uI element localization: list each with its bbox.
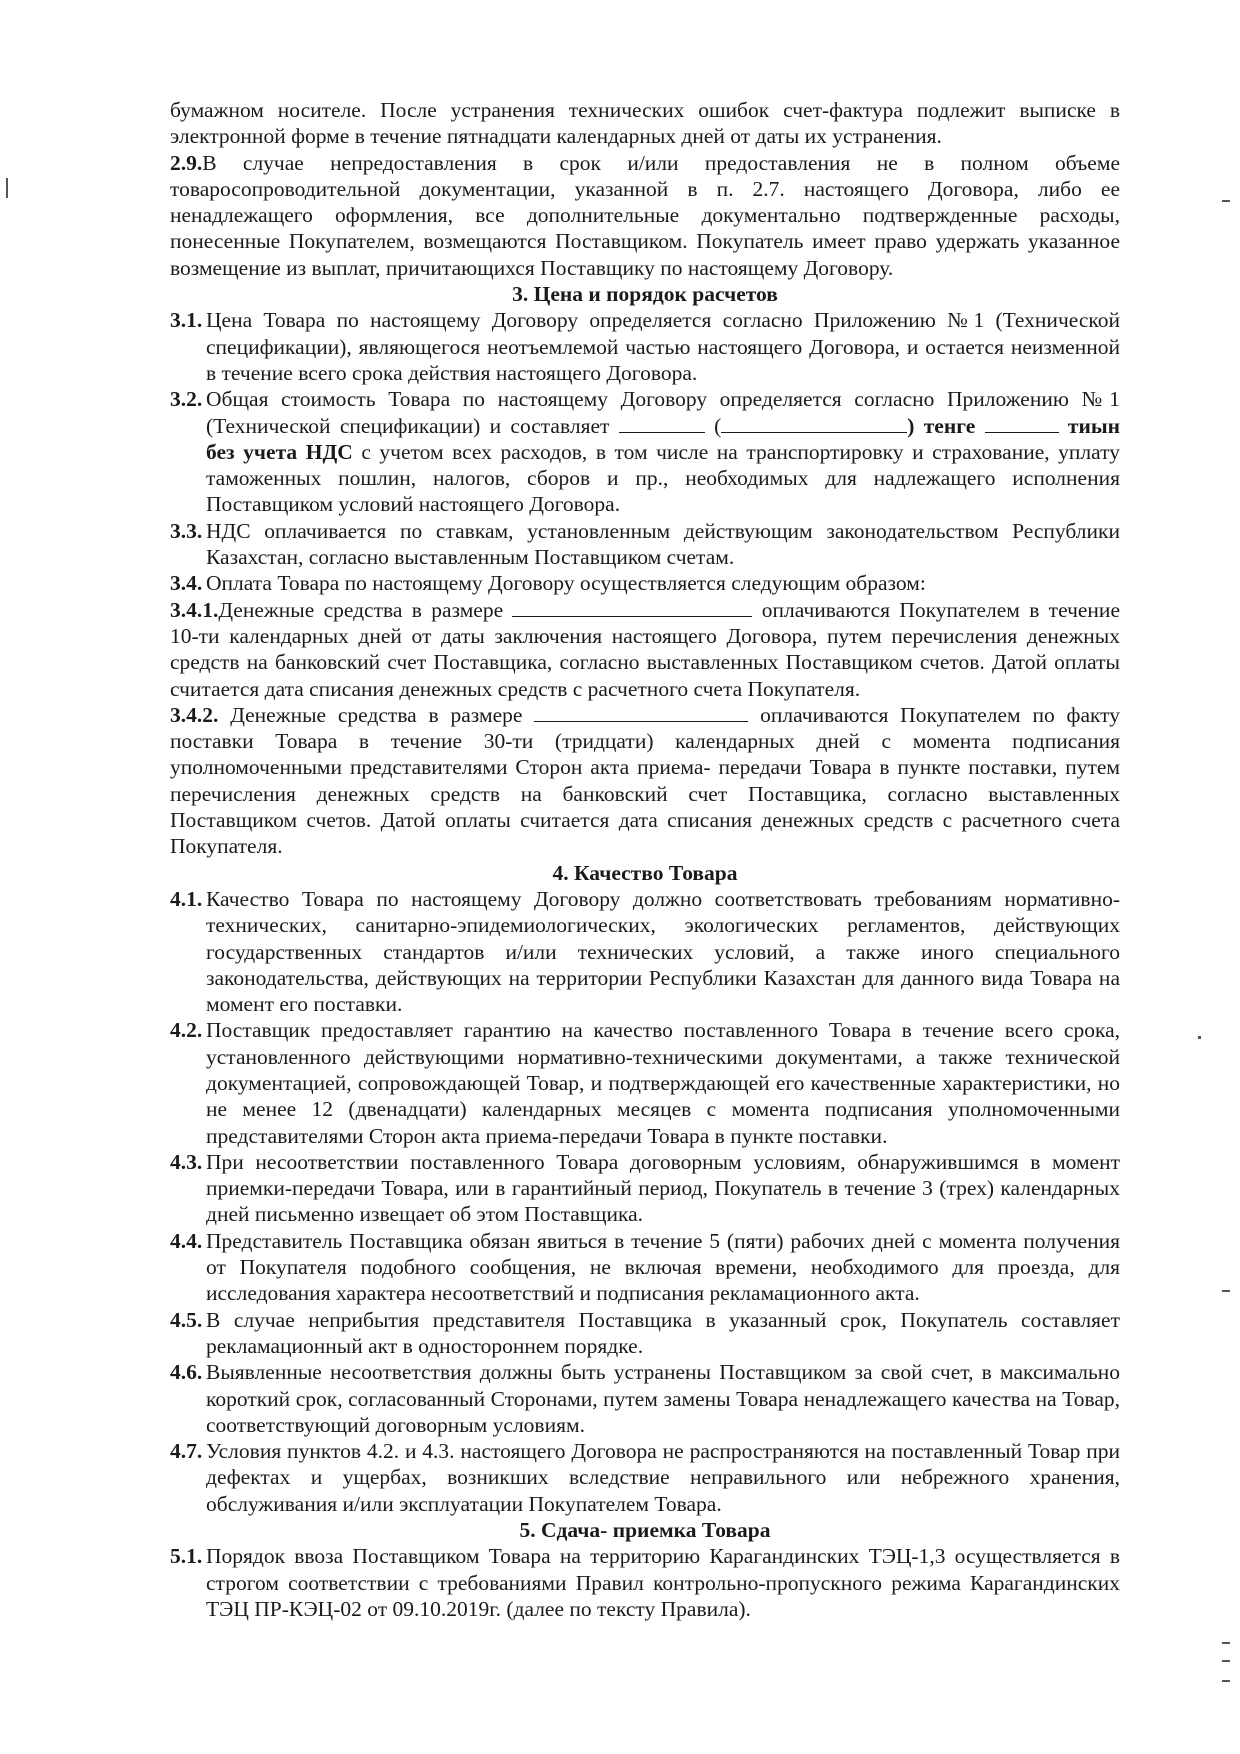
clause-number: 4.6. xyxy=(170,1360,203,1385)
clause-3-1 xyxy=(170,307,1120,386)
clause-text xyxy=(206,386,1120,517)
clause-4-2 xyxy=(170,1017,1120,1148)
clause-text: Цена Товара по настоящему Договору определяется согласно Приложению №1 (Технической спецификации), являющегося неотъемлемой частью настоящего Договора, и остается неизменной в течение всего срока действия настоящего Договора. xyxy=(206,308,1120,385)
amount-words-blank[interactable] xyxy=(721,414,907,433)
clause-text: Порядок ввоза Поставщиком Товара на территорию Карагандинских ТЭЦ-1,3 осуществляется в строгом соответствии с требованиями Правил контрольно-пропускного режима Карагандинских ТЭЦ ПР-КЭЦ-02 от 09.10.2019г. (далее по тексту Правила). xyxy=(206,1544,1120,1621)
section-5-heading: 5. Сдача- приемка Товара xyxy=(519,1518,771,1543)
clause-number: 4.7. xyxy=(170,1439,203,1464)
amount-blank[interactable] xyxy=(619,414,705,433)
intro-paragraph: бумажном носителе. После устранения технических ошибок счет-фактура подлежит выписке в электронной форме в течение пятнадцати календарных дней от даты их устранения. xyxy=(170,98,1120,149)
clause-text: Условия пунктов 4.2. и 4.3. настоящего Договора не распространяются на поставленный Товар при дефектах и ущербах, возникших вследствие неправильного или небрежного хранения, обслуживания и/или эксплуатации Покупателем Товара. xyxy=(206,1439,1120,1516)
clause-number: 3.1. xyxy=(170,308,203,333)
clause-4-4 xyxy=(170,1228,1120,1307)
clause-text: При несоответствии поставленного Товара договорным условиям, обнаружившимся в момент приемки-передачи Товара, или в гарантийный период, Покупатель в течение 3 (трех) календарных дней письменно извещает об этом Поставщика. xyxy=(206,1149,1120,1227)
tiyn-blank[interactable] xyxy=(985,414,1059,433)
clause-number: 3.2. xyxy=(170,387,203,412)
clause-3-4-2 xyxy=(170,702,1120,860)
clause-number: 5.1. xyxy=(170,1544,203,1569)
clause-number: 3.3. xyxy=(170,518,203,543)
clause-text: В случае неприбытия представителя Поставщика в указанный срок, Покупатель составляет рекламационный акт в одностороннем порядке. xyxy=(206,1307,1120,1358)
scan-mark-left xyxy=(6,178,8,198)
clause-4-1 xyxy=(170,886,1120,1017)
document-body xyxy=(170,97,1120,1622)
amount-blank[interactable] xyxy=(512,598,752,617)
tiyn-label: тиын без учета НДС xyxy=(206,413,1121,464)
clause-text-a: Общая стоимость Товара по настоящему Договору определяется согласно Приложению №1 (Технической спецификации) и составляет xyxy=(206,387,1120,438)
scan-mark-right-3 xyxy=(1222,1642,1230,1644)
paren-open: ( xyxy=(714,413,722,438)
scan-mark-right-4 xyxy=(1222,1660,1230,1662)
clause-4-7 xyxy=(170,1438,1120,1517)
clause-number: 4.4. xyxy=(170,1228,203,1253)
clause-text: Поставщик предоставляет гарантию на качество поставленного Товара в течение всего срока, установленного действующими нормативно-техническими документами, а также технической документацией, сопровождающей Товар, и подтверждающей его качественные характеристики, но не менее 12 (двенадцати) календарных месяцев с момента подписания уполномоченными представителями Сторон акта приема-передачи Товара в пункте поставки. xyxy=(206,1018,1120,1148)
scan-mark-dot xyxy=(1198,1036,1201,1039)
clause-4-6 xyxy=(170,1359,1120,1438)
clause-number: 4.2. xyxy=(170,1018,203,1043)
clause-5-1 xyxy=(170,1543,1120,1622)
section-4-heading: 4. Качество Товара xyxy=(552,860,738,885)
clause-text: Выявленные несоответствия должны быть устранены Поставщиком за свой счет, в максимально короткий срок, согласованный Сторонами, путем замены Товара ненадлежащего качества на Товар, соответствующий договорным условиям. xyxy=(206,1360,1120,1437)
clause-number: 3.4. xyxy=(170,571,203,596)
clause-4-3 xyxy=(170,1149,1120,1228)
clause-text-a: Денежные средства в размере xyxy=(218,597,504,622)
clause-text: Оплата Товара по настоящему Договору осуществляется следующим образом: xyxy=(206,571,926,596)
clause-3-3 xyxy=(170,518,1120,571)
clause-number: 4.1. xyxy=(170,886,203,911)
section-4-clauses xyxy=(170,886,1120,1517)
clause-text-b: оплачиваются Покупателем в течение 10-ти календарных дней от даты заключения настоящего Договора, путем перечисления денежных средств на банковский счет Поставщика, согласно выставленных Поставщиком счетов. Датой оплаты считается дата списания денежных средств с расчетного счета Покупателя. xyxy=(170,597,1120,701)
paragraph-2-9 xyxy=(170,150,1120,281)
clause-text: Представитель Поставщика обязан явиться в течение 5 (пяти) рабочих дней с момента получения от Покупателя подобного сообщения, не включая времени, необходимого для проезда, для исследования характера несоответствий и подписания рекламационного акта. xyxy=(206,1228,1120,1306)
clause-4-5 xyxy=(170,1307,1120,1360)
clause-number: 3.4.2. xyxy=(170,702,219,727)
clause-number: 4.5. xyxy=(170,1307,203,1332)
section-3-heading: 3. Цена и порядок расчетов xyxy=(512,282,778,307)
tenge-label: ) тенге xyxy=(907,413,976,438)
clause-text: НДС оплачивается по ставкам, установленным действующим законодательством Республики Казахстан, согласно выставленным Поставщиком счетам. xyxy=(206,518,1120,570)
clause-3-4 xyxy=(170,570,1120,596)
paragraph-text: В случае непредоставления в срок и/или предоставления не в полном объеме товаросопроводительной документации, указанной в п. 2.7. настоящего Договора, либо ее ненадлежащего оформления, все дополнительные документально подтвержденные расходы, понесенные Покупателем, возмещаются Поставщиком. Покупатель имеет право удержать указанное возмещение из выплат, причитающихся Поставщику по настоящему Договору. xyxy=(170,150,1120,280)
scan-mark-right-2 xyxy=(1222,1290,1230,1292)
clause-text-b: с учетом всех расходов, в том числе на транспортировку и страхование, уплату таможенных пошлин, налогов, сборов и пр., необходимых для надлежащего исполнения Поставщиком условий настоящего Договора. xyxy=(206,439,1121,517)
clause-text-b: оплачиваются Покупателем по факту поставки Товара в течение 30-ти (тридцати) календарных дней с момента подписания уполномоченными представителями Сторон акта приема- передачи Товара в пункте поставки, путем перечисления денежных средств на банковский счет Поставщика, согласно выставленных Поставщиком счетов. Датой оплаты считается дата списания денежных средств с расчетного счета Покупателя. xyxy=(170,702,1121,859)
clause-number: 4.3. xyxy=(170,1149,203,1174)
clause-3-4-1 xyxy=(170,597,1120,702)
clause-text: Качество Товара по настоящему Договору должно соответствовать требованиям нормативно-технических, санитарно-эпидемиологических, экологических регламентов, действующих государственных стандартов и/или технических условий, а также иного специального законодательства, действующих на территории Республики Казахстан для данного вида Товара на момент его поставки. xyxy=(206,886,1120,1017)
paragraph-number: 2.9. xyxy=(170,150,203,175)
amount-blank[interactable] xyxy=(534,703,748,722)
clause-text-a: Денежные средства в размере xyxy=(230,702,523,727)
scan-mark-right-5 xyxy=(1222,1680,1230,1682)
scan-mark-right-1 xyxy=(1222,200,1230,202)
clause-3-2 xyxy=(170,386,1120,517)
clause-number: 3.4.1. xyxy=(170,597,219,622)
